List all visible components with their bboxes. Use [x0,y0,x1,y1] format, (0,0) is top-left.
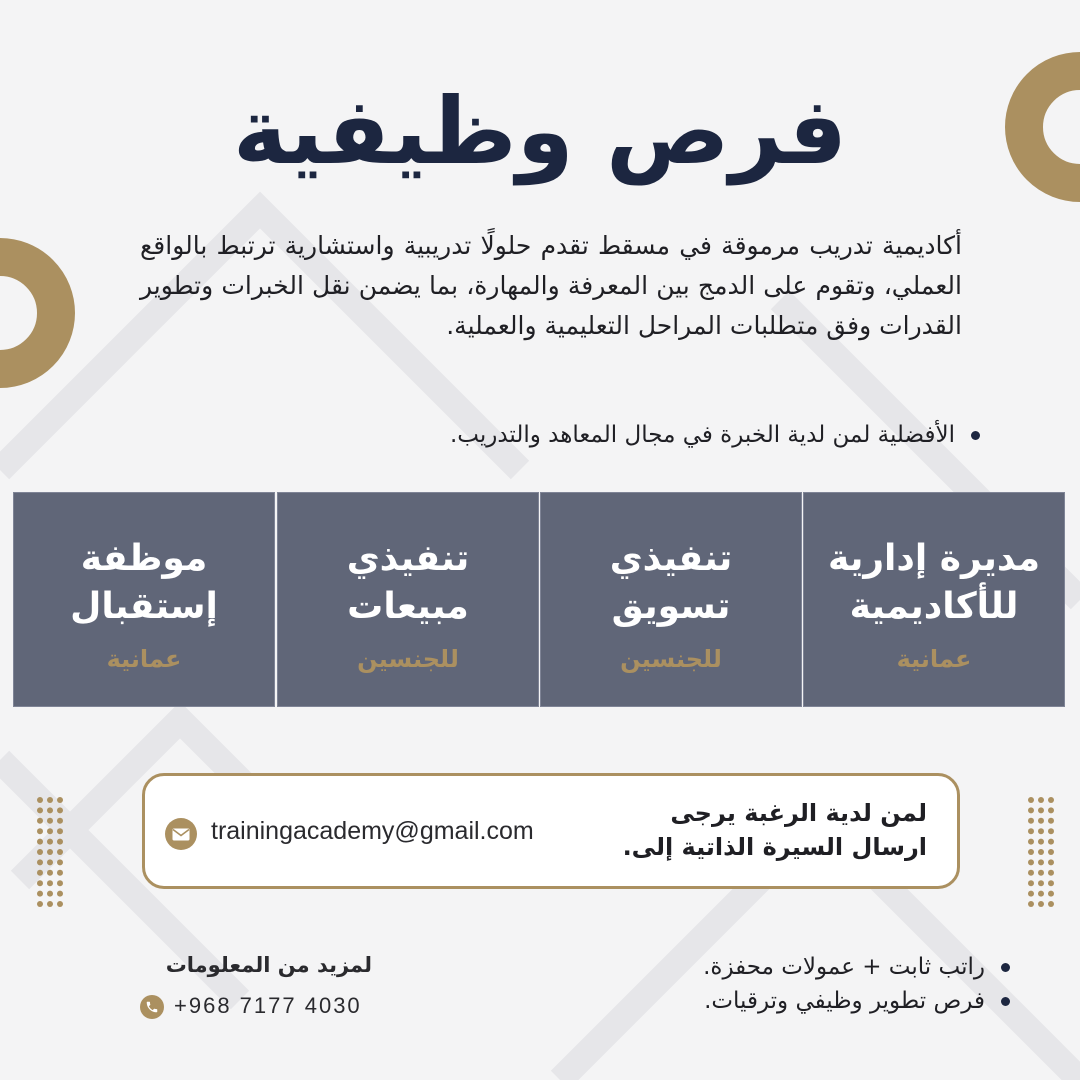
pattern-dot [37,859,43,865]
dot-pattern [1027,796,1055,908]
job-card-sales [277,492,539,707]
pattern-dot [37,870,43,876]
pattern-dot [1048,870,1054,876]
pattern-dot [37,797,43,803]
job-title-line: للأكاديمية [849,586,1019,627]
pattern-dot [47,849,53,855]
pattern-dot [57,859,63,865]
pattern-dot [1028,849,1034,855]
pattern-dot [1028,880,1034,886]
pattern-dot [57,891,63,897]
bullet-dot [1001,997,1010,1006]
pattern-dot [1048,818,1054,824]
benefit-item [610,950,1010,984]
pattern-dot [37,891,43,897]
pattern-dot [1038,839,1044,845]
intro-paragraph: أكاديمية تدريب مرموقة في مسقط تقدم حلولًا تدريبية واستشارية ترتبط بالواقع العملي، وتقوم على الدمج بين المعرفة والمهارة، بما يضمن نقل الخبرات وتطوير القدرات وفق متطلبات المراحل التعليمية والعملية. [140,231,962,340]
pattern-dot [37,901,43,907]
pattern-dot [1038,849,1044,855]
contact-instructions [567,796,927,864]
pattern-dot [1048,891,1054,897]
pattern-dot [1028,870,1034,876]
more-info-label: لمزيد من المعلومات [165,953,372,977]
pattern-dot [47,818,53,824]
pattern-dot [1038,818,1044,824]
pattern-dot [1048,807,1054,813]
pattern-dot [47,859,53,865]
pattern-dot [37,849,43,855]
benefits-list [610,950,1010,1018]
pattern-dot [47,839,53,845]
job-requirement: للجنسين [620,645,722,673]
pattern-dot [37,818,43,824]
pattern-dot [57,870,63,876]
pattern-dot [1038,880,1044,886]
preference-bullet [180,422,980,448]
pattern-dot [37,839,43,845]
mail-icon [165,818,197,850]
pattern-dot [37,828,43,834]
pattern-dot [47,901,53,907]
job-card-reception [13,492,275,707]
job-title-line: مبيعات [347,586,469,627]
pattern-dot [57,901,63,907]
job-requirement: عمانية [896,645,972,673]
pattern-dot [47,828,53,834]
pattern-dot [57,880,63,886]
pattern-dot [1028,807,1034,813]
job-title-line: تنفيذي [346,538,470,579]
pattern-dot [1048,849,1054,855]
benefit-text: فرص تطوير وظيفي وترقيات. [704,988,985,1014]
pattern-dot [1048,797,1054,803]
pattern-dot [1028,839,1034,845]
dot-pattern [36,796,64,908]
pattern-dot [47,870,53,876]
job-requirement: عمانية [106,645,182,673]
pattern-dot [1038,870,1044,876]
pattern-dot [1048,859,1054,865]
pattern-dot [1038,807,1044,813]
email-link[interactable]: trainingacademy@gmail.com [211,817,534,845]
pattern-dot [1028,828,1034,834]
bullet-dot [971,431,980,440]
pattern-dot [57,818,63,824]
pattern-dot [1028,859,1034,865]
preference-text: الأفضلية لمن لدية الخبرة في مجال المعاهد والتدريب. [449,422,955,448]
job-requirement: للجنسين [357,645,459,673]
pattern-dot [1038,901,1044,907]
bullet-dot [1001,963,1010,972]
pattern-dot [1028,797,1034,803]
pattern-dot [47,891,53,897]
pattern-dot [47,807,53,813]
pattern-dot [1048,880,1054,886]
job-title-line: إستقبال [70,586,218,627]
pattern-dot [1028,891,1034,897]
pattern-dot [47,797,53,803]
pattern-dot [57,828,63,834]
pattern-dot [1028,818,1034,824]
contact-box [142,773,960,889]
pattern-dot [57,797,63,803]
pattern-dot [47,880,53,886]
job-title-line: تنفيذي [609,538,733,579]
job-card-marketing [540,492,802,707]
job-title [278,535,538,631]
phone-icon [140,995,164,1019]
pattern-dot [57,849,63,855]
page-title: فرص وظيفية [232,78,848,185]
job-title [804,535,1064,631]
pattern-dot [1038,828,1044,834]
job-title [541,535,801,631]
job-title-line: موظفة [80,538,208,579]
benefit-item [610,984,1010,1018]
pattern-dot [57,839,63,845]
pattern-dot [1048,839,1054,845]
benefit-text: راتب ثابت + عمولات محفزة. [703,954,985,980]
pattern-dot [1038,859,1044,865]
job-title [14,535,274,631]
pattern-dot [1028,901,1034,907]
pattern-dot [1048,828,1054,834]
pattern-dot [1038,797,1044,803]
job-title-line: مديرة إدارية [827,538,1040,579]
pattern-dot [37,880,43,886]
job-card-admin-manager [803,492,1065,707]
contact-line: ارسال السيرة الذاتية إلى. [622,833,927,861]
pattern-dot [1038,891,1044,897]
pattern-dot [37,807,43,813]
phone-number[interactable]: +968 7177 4030 [174,993,362,1018]
job-cards [13,492,1067,707]
job-title-line: تسويق [611,586,731,627]
pattern-dot [57,807,63,813]
pattern-dot [1048,901,1054,907]
contact-line: لمن لدية الرغبة يرجى [670,799,927,827]
